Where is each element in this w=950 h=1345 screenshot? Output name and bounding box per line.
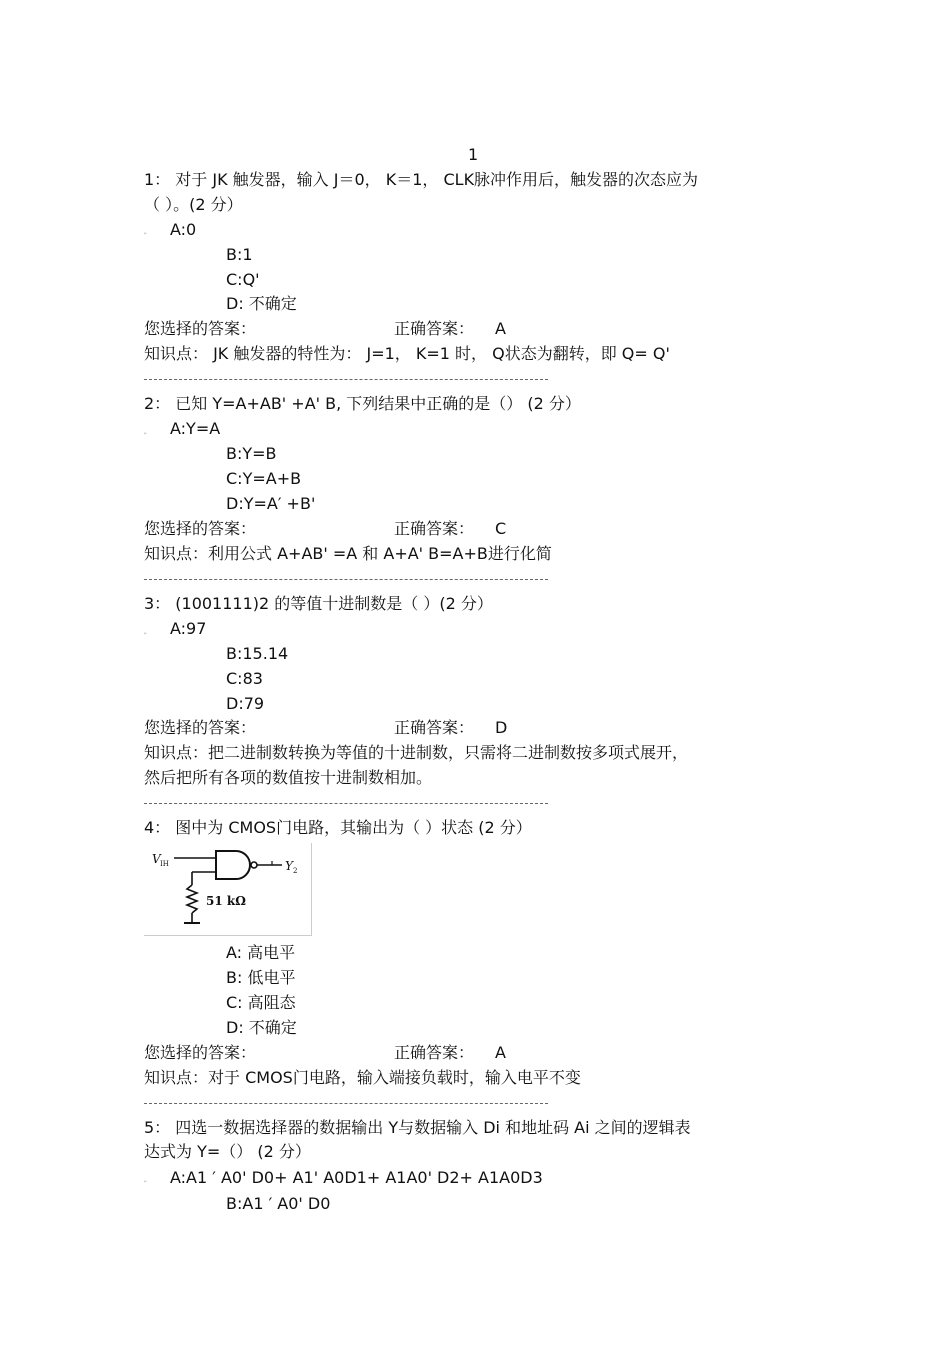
- option-a: A: 高电平: [226, 943, 296, 962]
- correct-answer: A: [495, 319, 506, 338]
- correct-answer: D: [495, 718, 508, 737]
- correct-answer-label: 正确答案：: [394, 1043, 475, 1062]
- option-marker: ": [144, 632, 147, 639]
- option-b: B:A1 ′ A0' D0: [226, 1194, 331, 1213]
- divider: [144, 579, 548, 580]
- option-a: A:Y=A: [170, 419, 221, 438]
- page-number: 1: [468, 145, 479, 164]
- output-label: Y: [285, 859, 293, 873]
- option-b: B: 低电平: [226, 968, 296, 987]
- your-answer-label: 您选择的答案：: [144, 519, 257, 538]
- knowledge-point: 知识点：对于 CMOS门电路，输入端接负载时，输入电平不变: [144, 1068, 581, 1087]
- divider: [144, 803, 548, 804]
- your-answer-label: 您选择的答案：: [144, 319, 257, 338]
- option-c: C:Q': [226, 270, 260, 289]
- correct-answer: C: [495, 519, 507, 538]
- knowledge-point: 知识点：利用公式 A+AB' =A 和 A+A' B=A+B进行化简: [144, 544, 552, 563]
- question-stem: 1： 对于 JK 触发器，输入 J＝0， K＝1， CLK脉冲作用后，触发器的次态应为: [144, 170, 699, 189]
- your-answer-label: 您选择的答案：: [144, 1043, 257, 1062]
- your-answer-label: 您选择的答案：: [144, 718, 257, 737]
- option-marker: ": [144, 432, 147, 439]
- question-stem: 2： 已知 Y=A+AB' +A' B, 下列结果中正确的是（） (2 分）: [144, 394, 581, 413]
- resistor-label: 51 kΩ: [206, 894, 246, 908]
- knowledge-point: 然后把所有各项的数值按十进制数相加。: [144, 768, 433, 787]
- option-a: A:97: [170, 619, 207, 638]
- cmos-gate-figure: [144, 843, 312, 936]
- option-c: C:83: [226, 669, 263, 688]
- option-d: D: 不确定: [226, 1018, 297, 1037]
- correct-answer: A: [495, 1043, 506, 1062]
- option-c: C: 高阻态: [226, 993, 296, 1012]
- divider: [144, 1103, 548, 1104]
- output-subscript: 2: [293, 867, 298, 875]
- option-b: B:Y=B: [226, 444, 277, 463]
- question-stem: 达式为 Y=（） (2 分）: [144, 1142, 311, 1161]
- correct-answer-label: 正确答案：: [394, 319, 475, 338]
- option-a: A:0: [170, 220, 197, 239]
- option-b: B:15.14: [226, 644, 289, 663]
- divider: [144, 379, 548, 380]
- knowledge-point: 知识点：把二进制数转换为等值的十进制数，只需将二进制数按多项式展开，: [144, 743, 689, 762]
- correct-answer-label: 正确答案：: [394, 718, 475, 737]
- question-stem: 4： 图中为 CMOS门电路，其输出为（ ）状态 (2 分）: [144, 818, 532, 837]
- nand-gate-circuit-diagram: [144, 843, 311, 935]
- option-a: A:A1 ′ A0' D0+ A1' A0D1+ A1A0' D2+ A1A0D3: [170, 1168, 543, 1187]
- input-subscript: IH: [160, 860, 169, 868]
- option-b: B:1: [226, 245, 253, 264]
- question-stem: 5： 四选一数据选择器的数据输出 Y与数据输入 Di 和地址码 Ai 之间的逻辑表: [144, 1118, 691, 1137]
- option-d: D:Y=A′ +B': [226, 494, 316, 513]
- question-stem: （ ）。(2 分）: [144, 195, 243, 214]
- option-d: D: 不确定: [226, 294, 297, 313]
- correct-answer-label: 正确答案：: [394, 519, 475, 538]
- option-d: D:79: [226, 694, 265, 713]
- knowledge-point: 知识点： JK 触发器的特性为： J=1， K=1 时， Q状态为翻转，即 Q= Q': [144, 344, 670, 363]
- option-marker: ": [144, 1180, 147, 1187]
- option-c: C:Y=A+B: [226, 469, 302, 488]
- input-label: V: [152, 852, 161, 866]
- question-stem: 3： (1001111)2 的等值十进制数是（ ）(2 分）: [144, 594, 493, 613]
- option-marker: ": [144, 232, 147, 239]
